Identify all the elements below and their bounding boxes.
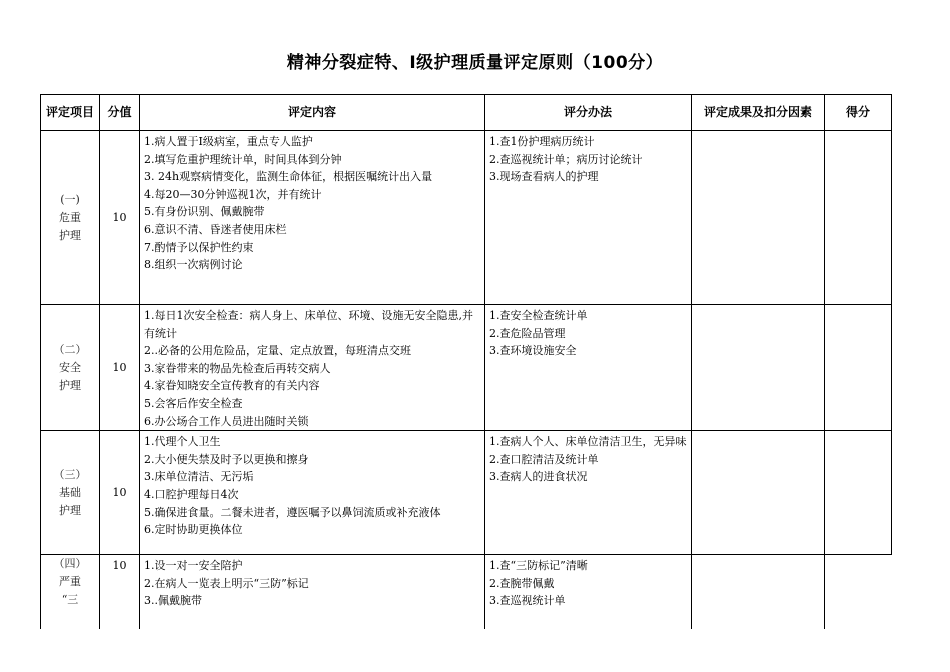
header-score: 分值 [100,95,140,131]
row-score: 10 [100,305,140,431]
table-row [41,305,892,431]
row-result-cell [692,305,825,431]
method-item: 2.查口腔清洁及统计单 [489,452,599,466]
table-row [41,431,892,555]
content-item: 3.床单位清洁、无污垢 [144,470,254,484]
content-item: 4.口腔护理每日4次 [144,487,239,501]
method-item: 1.查“三防标记”清晰 [489,559,588,573]
method-item: 1.查1份护理病历统计 [489,135,595,148]
content-item: 2..必备的公用危险品，定量、定点放置，每班清点交班 [144,344,411,358]
row-result-cell [692,431,825,555]
row-score: 10 [100,431,140,555]
method-item: 3.现场查看病人的护理 [489,170,599,184]
method-item: 2.查腕带佩戴 [489,576,555,590]
row-points-cell [825,431,892,555]
method-item: 1.查安全检查统计单 [489,309,588,322]
method-item: 3.查环境设施安全 [489,344,577,358]
content-item: 6.办公场合工作人员进出随时关锁 [144,414,309,428]
header-result: 评定成果及扣分因素 [692,95,825,131]
row-points-cell [825,131,892,305]
row-content [140,431,485,555]
row-category: （二） 安全 护理 [41,305,100,431]
header-points: 得分 [825,95,892,131]
row-score: 10 [100,555,140,629]
row-content [140,555,485,629]
content-item: 5.确保进食量。二餐未进者，遵医嘱予以鼻饲流质或补充液体 [144,505,441,519]
content-item: 7.酌情予以保护性约束 [144,240,254,254]
header-category: 评定项目 [41,95,100,131]
content-item: 4.家眷知晓安全宣传教育的有关内容 [144,379,320,393]
row-category: （四） 严重 “三 [41,555,100,629]
row-score: 10 [100,131,140,305]
document-title: 精神分裂症特、Ⅰ级护理质量评定原则（100分） [286,53,664,73]
content-item: 3.家眷带来的物品先检查后再转交病人 [144,361,331,375]
header-row [41,95,892,131]
row-points-cell [825,305,892,431]
content-item: 2.填写危重护理统计单，时间具体到分钟 [144,152,342,166]
content-item: 3. 24h观察病情变化，监测生命体征，根据医嘱统计出入量 [144,170,433,184]
method-item: 3.查巡视统计单 [489,594,566,608]
quality-standards-table [40,94,892,629]
row-category: (一) 危重 护理 [41,131,100,305]
method-item: 2.查危险品管理 [489,326,566,340]
method-item: 3.查病人的进食状况 [489,470,588,484]
content-item: 5.有身份识别、佩戴腕带 [144,205,265,219]
content-item: 5.会客后作安全检查 [144,396,243,410]
content-item: 1.病人置于Ⅰ级病室，重点专人监护 [144,135,313,148]
row-content [140,131,485,305]
row-result-cell [692,131,825,305]
table-row [41,131,892,305]
content-item: 8.组织一次病例讨论 [144,258,243,272]
row-content [140,305,485,431]
row-method [485,431,692,555]
content-item: 1.代理个人卫生 [144,435,221,449]
content-item: 6.定时协助更换体位 [144,523,243,537]
row-method [485,555,692,629]
content-item: 2.大小便失禁及时予以更换和擦身 [144,452,309,466]
content-item: 2.在病人一览表上明示“三防”标记 [144,576,309,590]
content-item: 1.每日1次安全检查：病人身上、床单位、环境、设施无安全隐患,并有统计 [144,309,473,340]
content-item: 6.意识不清、昏迷者使用床栏 [144,222,287,236]
header-content: 评定内容 [140,95,485,131]
method-item: 2.查巡视统计单；病历讨论统计 [489,152,643,166]
row-method [485,131,692,305]
row-result-cell [692,555,825,629]
row-points-cell [825,555,892,629]
header-method: 评分办法 [485,95,692,131]
table-row [41,555,892,629]
row-method [485,305,692,431]
content-item: 4.每20—30分钟巡视1次，并有统计 [144,187,322,201]
row-category: （三） 基础 护理 [41,431,100,555]
content-item: 3..佩戴腕带 [144,594,202,608]
method-item: 1.查病人个人、床单位清洁卫生，无异味 [489,435,687,449]
content-item: 1.设一对一安全陪护 [144,559,243,573]
